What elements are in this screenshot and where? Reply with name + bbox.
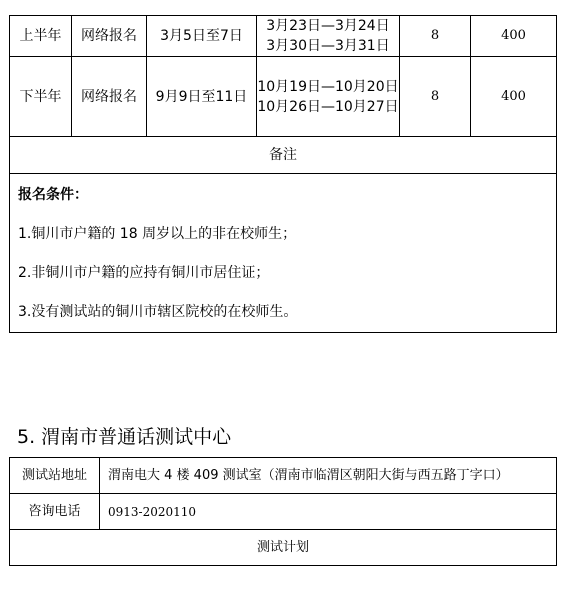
session-count-cell: 8 <box>400 57 471 137</box>
period-cell: 下半年 <box>10 57 72 137</box>
registration-conditions <box>10 174 557 333</box>
section-heading: 5. 渭南市普通话测试中心 <box>17 426 232 448</box>
period-cell: 上半年 <box>10 16 72 57</box>
test-date-line: 10月19日—10月20日 <box>257 78 399 95</box>
address-label: 测试站地址 <box>10 458 100 494</box>
conditions-title: 报名条件： <box>18 187 88 203</box>
test-schedule-table <box>9 15 557 333</box>
method-cell: 网络报名 <box>72 57 147 137</box>
test-date-line: 3月23日—3月24日 <box>266 18 390 34</box>
test-plan-row <box>10 530 557 566</box>
condition-item: 3.没有测试站的铜川市辖区院校的在校师生。 <box>18 304 298 320</box>
registration-date-cell: 9月9日至11日 <box>147 57 257 137</box>
condition-item: 1.铜川市户籍的 18 周岁以上的非在校师生； <box>18 226 297 242</box>
phone-row <box>10 494 557 530</box>
phone-value: 0913-2020110 <box>100 494 557 530</box>
address-row <box>10 458 557 494</box>
test-date-line: 10月26日—10月27日 <box>257 98 399 115</box>
test-date-line: 3月30日—3月31日 <box>266 38 390 54</box>
test-plan-header: 测试计划 <box>10 530 557 566</box>
schedule-row-second-half <box>10 57 557 137</box>
session-count-cell: 8 <box>400 16 471 57</box>
test-date-cell <box>257 16 400 57</box>
condition-item: 2.非铜川市户籍的应持有铜川市居住证； <box>18 265 270 281</box>
conditions-row <box>10 174 557 333</box>
quota-cell: 400 <box>471 57 557 137</box>
remarks-header: 备注 <box>10 137 557 174</box>
address-value: 渭南电大 4 楼 409 测试室（渭南市临渭区朝阳大街与西五路丁字口） <box>100 458 557 494</box>
test-center-info-table <box>9 457 557 566</box>
schedule-row-first-half <box>10 16 557 57</box>
method-cell: 网络报名 <box>72 16 147 57</box>
remarks-header-row <box>10 137 557 174</box>
registration-date-cell: 3月5日至7日 <box>147 16 257 57</box>
quota-cell: 400 <box>471 16 557 57</box>
phone-label: 咨询电话 <box>10 494 100 530</box>
test-date-cell <box>257 57 400 137</box>
